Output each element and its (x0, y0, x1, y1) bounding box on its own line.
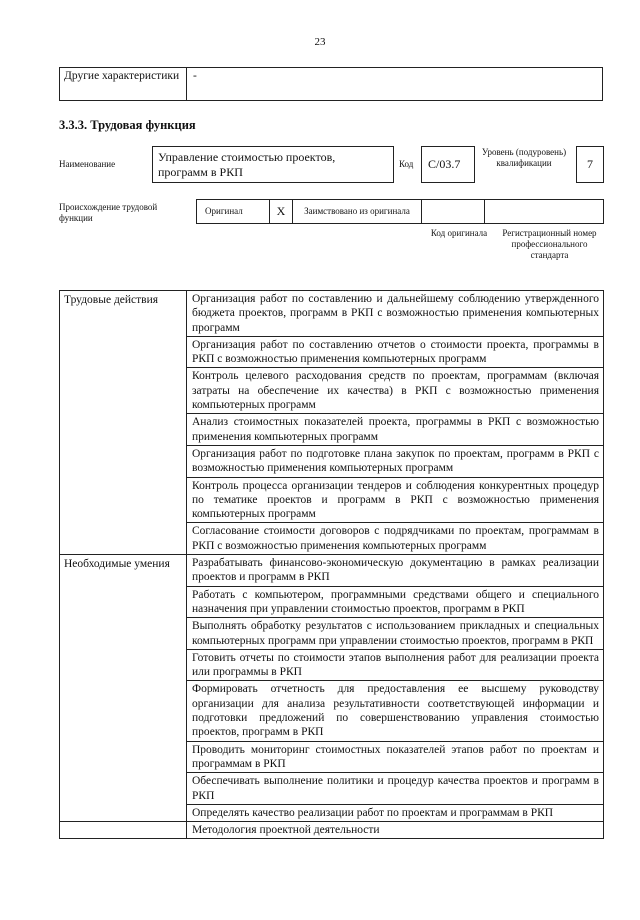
skill-item: Разрабатывать финансово-экономическую документацию в рамках реализации проектов и программ в РКП (187, 555, 604, 587)
original-mark: X (270, 200, 293, 224)
knowledge-item: Методология проектной деятельности (187, 822, 604, 839)
section-title: 3.3.3. Трудовая функция (59, 118, 196, 132)
labor-action-item: Контроль целевого расходования средств по проектам, программам (включая затраты на обеспечение их качества) в РКП с возможностью применения компьютерных программ (187, 368, 604, 414)
labor-action-item: Согласование стоимости договоров с подрядчиками по проектам, программам в РКП с возможностью применения компьютерных программ (187, 523, 604, 555)
function-details-table (59, 290, 604, 839)
knowledge-label (60, 822, 187, 839)
labor-action-item: Анализ стоимостных показателей проекта, программы в РКП с возможностью применения компьютерных программ (187, 414, 604, 446)
labor-action-item: Организация работ по составлению отчетов о стоимости проекта, программы в РКП с возможностью применения компьютерных программ (187, 336, 604, 368)
labor-actions-label: Трудовые действия (60, 291, 187, 555)
labor-action-item: Контроль процесса организации тендеров и соблюдения конкурентных процедур по тематике проектов и программ в РКП с возможностью применения компьютерных программ (187, 477, 604, 523)
skill-item: Формировать отчетность для предоставления ее высшему руководству организации для анализа результативности соответствующей информации и подготовки предложений по совершенствованию управления стоимостью проектов, программ в РКП (187, 681, 604, 741)
skill-item: Работать с компьютером, программными средствами общего и специального назначения при управлении стоимостью проектов, программ в РКП (187, 586, 604, 618)
other-label: Другие характеристики (60, 68, 187, 101)
code-original-cell (422, 200, 485, 224)
skills-label: Необходимые умения (60, 555, 187, 822)
code-label: Код (399, 159, 414, 169)
page-number: 23 (314, 36, 326, 48)
origin-label: Происхождение трудовой функции (59, 202, 158, 223)
original-label: Оригинал (197, 200, 270, 224)
skill-item: Обеспечивать выполнение политики и процедур качества проектов и программ в РКП (187, 773, 604, 805)
skill-item: Выполнять обработку результатов с использованием прикладных и специальных компьютерных программ при управлении стоимостью проектов, программ в РКП (187, 618, 604, 650)
reg-number-label: Регистрационный номер профессионального стандарта (502, 228, 597, 260)
reg-number-cell (485, 200, 604, 224)
function-name: Управление стоимостью проектов, программ в РКП (152, 146, 394, 183)
labor-action-item: Организация работ по составлению и дальнейшему соблюдению утвержденного бюджета проектов, программ в РКП с возможностью применения компьютерных программ (187, 291, 604, 337)
function-code: C/03.7 (421, 146, 475, 183)
qualification-level: 7 (576, 146, 604, 183)
name-label: Наименование (59, 159, 116, 169)
labor-action-item: Организация работ по подготовке плана закупок по проектам, программ в РКП с возможностью применения компьютерных программ (187, 445, 604, 477)
origin-table (196, 199, 604, 224)
other-characteristics-table (59, 67, 603, 101)
borrowed-label: Заимствовано из оригинала (293, 200, 422, 224)
other-value: - (187, 68, 603, 101)
skill-item: Проводить мониторинг стоимостных показателей этапов работ по проектам и программам в РКП (187, 741, 604, 773)
skill-item: Определять качество реализации работ по проектам и программам в РКП (187, 804, 604, 821)
level-label: Уровень (подуровень) квалификации (481, 147, 567, 168)
code-original-label: Код оригинала (430, 228, 488, 238)
skill-item: Готовить отчеты по стоимости этапов выполнения работ для реализации проекта или программы в РКП (187, 649, 604, 681)
